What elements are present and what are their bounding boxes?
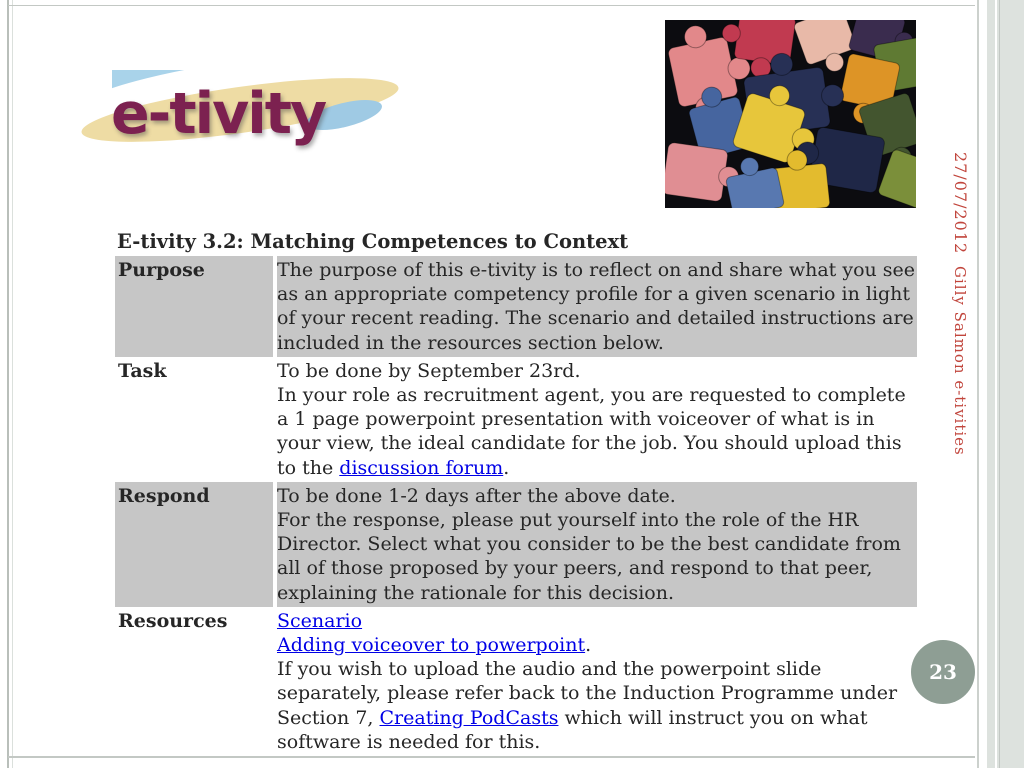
frame-bottom-line xyxy=(8,756,975,758)
slide-date: 27/07/2012 xyxy=(951,152,970,255)
task-deadline: To be done by September 23rd. xyxy=(277,359,581,382)
table-row-purpose xyxy=(115,256,917,357)
puzzle-pieces-image xyxy=(665,20,916,208)
voiceover-link[interactable]: Adding voiceover to powerpoint xyxy=(277,634,586,657)
resources-body-tail: which will instruct you on what software is needed for this. xyxy=(277,706,868,753)
discussion-forum-link[interactable]: discussion forum xyxy=(339,456,504,479)
scenario-link[interactable]: Scenario xyxy=(277,609,363,632)
row-label-resources: Resources xyxy=(115,607,273,756)
table-row-resources xyxy=(115,607,917,756)
row-content-respond xyxy=(277,482,917,607)
resources-line-scenario xyxy=(277,609,917,633)
etivity-logo xyxy=(105,55,385,160)
logo-wordmark: e-tivity xyxy=(111,81,326,147)
respond-body: For the response, please put yourself into the role of the HR Director. Select what you consider to be the best candidate from all of those proposed by your peers, and respond to that peer, explaining the rationale for this decision. xyxy=(277,509,901,604)
frame-right-band-divider-2 xyxy=(999,0,1000,768)
row-label-task: Task xyxy=(115,357,273,482)
task-body-period: . xyxy=(503,456,510,479)
row-content-purpose xyxy=(277,256,917,357)
purpose-text: The purpose of this e-tivity is to reflect on and share what you see as an appropriate competency profile for a given scenario in light of your recent reading. The scenario and detailed instructions are included in the resources section below. xyxy=(277,259,916,354)
page-title: E-tivity 3.2: Matching Competences to Context xyxy=(117,230,629,253)
row-content-task xyxy=(277,357,917,482)
row-content-resources xyxy=(277,607,917,756)
frame-right-band-divider xyxy=(995,0,997,768)
task-body xyxy=(277,383,917,480)
respond-deadline: To be done 1-2 days after the above date. xyxy=(277,484,676,507)
page-number-badge xyxy=(911,640,975,704)
frame-right-band xyxy=(987,0,1024,768)
frame-top-line xyxy=(8,5,975,6)
resources-body xyxy=(277,657,917,754)
row-label-respond: Respond xyxy=(115,482,273,607)
resources-body-text: If you wish to upload the audio and the powerpoint slide separately, please refer back to the Induction Programme under Section 7, xyxy=(277,658,898,729)
etivity-table xyxy=(115,256,917,756)
frame-left-line-2 xyxy=(12,0,13,768)
frame-right-line xyxy=(977,0,979,768)
task-body-text: In your role as recruitment agent, you are requested to complete a 1 page powerpoint presentation with voiceover of what is in your view, the ideal candidate for the job. You should upload this to the xyxy=(277,384,906,479)
row-label-purpose: Purpose xyxy=(115,256,273,357)
table-row-task xyxy=(115,357,917,482)
creating-podcasts-link[interactable]: Creating PodCasts xyxy=(379,706,559,729)
resources-line-voiceover xyxy=(277,633,917,657)
table-row-respond xyxy=(115,482,917,607)
page-number: 23 xyxy=(929,660,957,684)
frame-left-line xyxy=(7,0,9,768)
voiceover-period: . xyxy=(585,634,592,657)
slide-attribution: Gilly Salmon e-tivities xyxy=(951,266,969,456)
